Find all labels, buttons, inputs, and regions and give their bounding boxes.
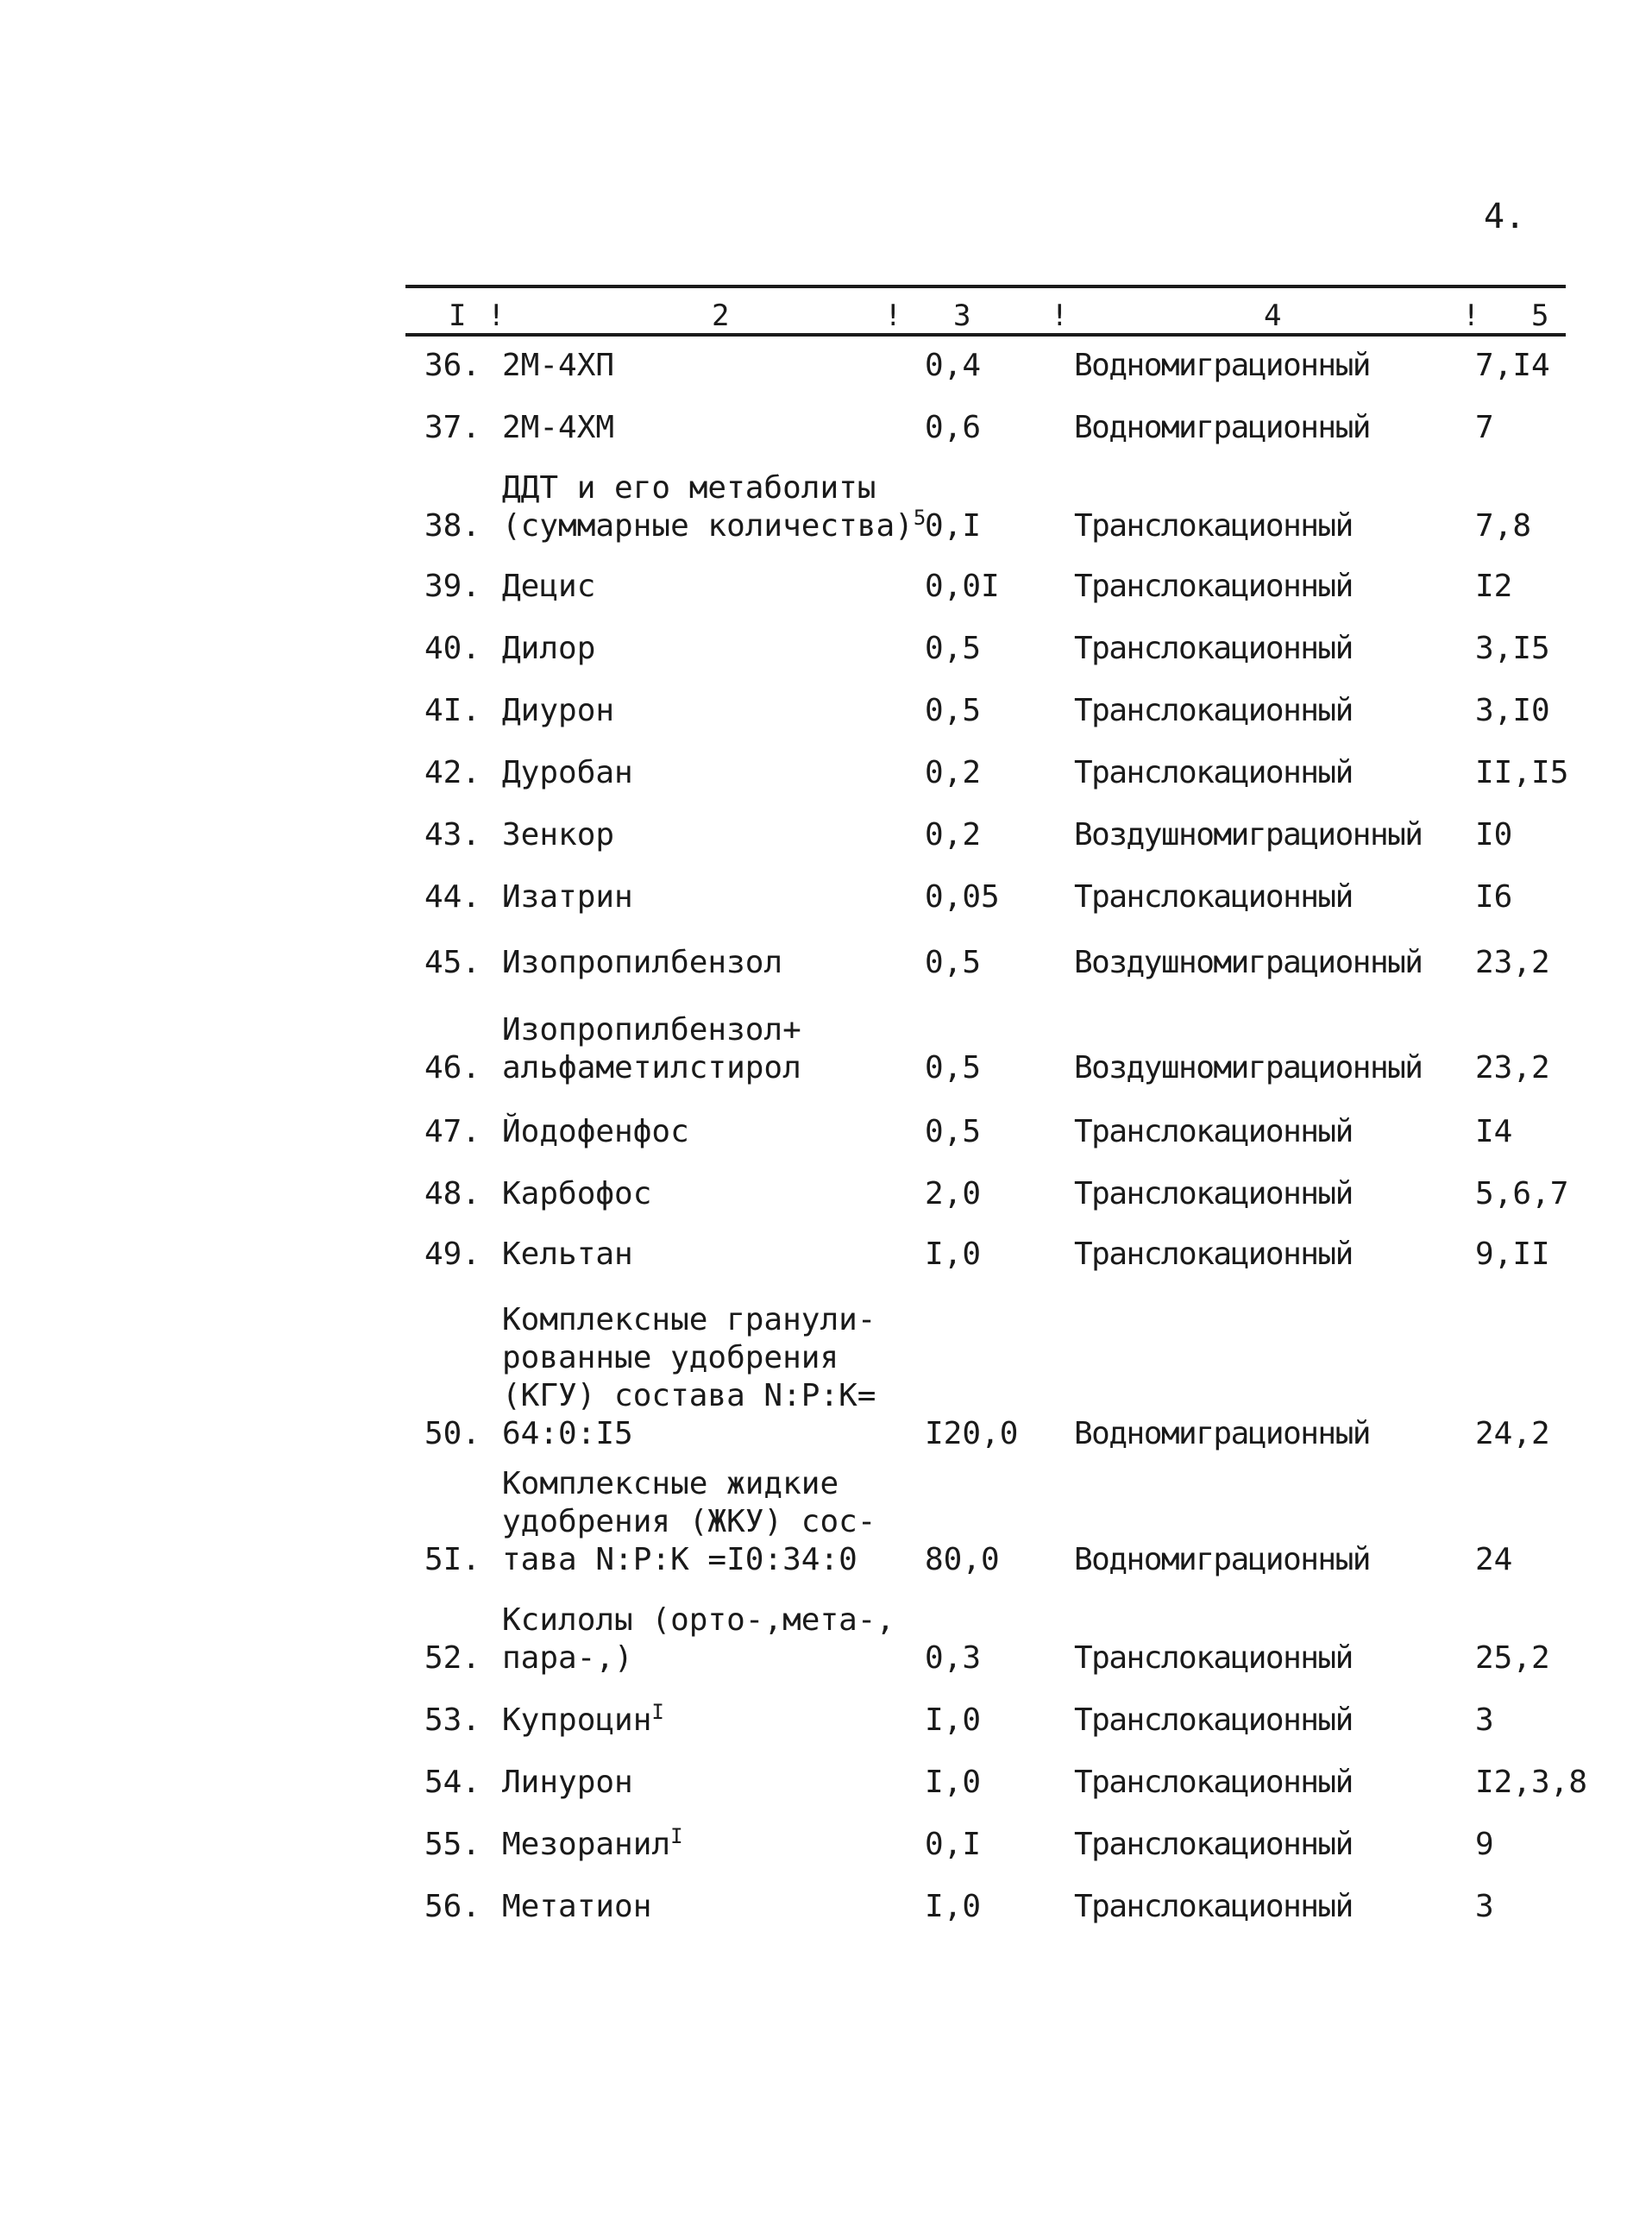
hazard-indicator	[1074, 1888, 1471, 1926]
concentration-value	[925, 507, 1054, 545]
row-number	[424, 692, 502, 730]
reference-numbers	[1475, 754, 1579, 792]
reference-numbers	[1475, 1236, 1579, 1274]
row-number	[424, 409, 502, 447]
reference-numbers	[1475, 630, 1579, 668]
concentration-value-text: 0,4	[925, 348, 982, 383]
row-number	[424, 1764, 502, 1802]
hazard-indicator	[1074, 1236, 1471, 1274]
table-row	[405, 730, 1569, 792]
concentration-value	[925, 878, 1054, 916]
row-number-text: 42.	[424, 755, 481, 790]
hazard-indicator	[1074, 878, 1471, 916]
concentration-value	[925, 1175, 1054, 1213]
concentration-value	[925, 944, 1054, 982]
table-row	[405, 385, 1566, 447]
concentration-value-text: I,0	[925, 1889, 982, 1924]
substance-name-text: Ксилолы (орто-,мета-, пара-,)	[502, 1602, 895, 1676]
concentration-value	[925, 1113, 1054, 1151]
hazard-indicator-text: Транслокационный	[1074, 508, 1353, 544]
hazard-indicator-text: Транслокационный	[1074, 1827, 1353, 1862]
row-number-text: 46.	[424, 1050, 481, 1086]
reference-numbers-text: II,I5	[1475, 755, 1569, 790]
hazard-indicator-text: Транслокационный	[1074, 1889, 1353, 1924]
reference-numbers-text: I4	[1475, 1114, 1513, 1149]
reference-numbers-text: 24	[1475, 1542, 1513, 1577]
row-number-text: 48.	[424, 1176, 481, 1211]
hazard-indicator-text: Водномиграционный	[1074, 348, 1370, 383]
reference-numbers	[1475, 568, 1579, 606]
hazard-indicator-text: Воздушномиграционный	[1074, 945, 1423, 980]
hazard-indicator-text: Транслокационный	[1074, 879, 1353, 915]
substance-name-text: Изопропилбензол+ альфаметилстирол	[502, 1012, 801, 1086]
reference-numbers	[1475, 1113, 1579, 1151]
hazard-indicator-text: Воздушномиграционный	[1074, 1050, 1423, 1086]
substance-name	[502, 1175, 933, 1213]
footnote-mark: I	[670, 1824, 683, 1848]
row-number	[424, 1049, 502, 1087]
hazard-indicator	[1074, 1764, 1471, 1802]
row-number	[424, 816, 502, 854]
substance-name-text: Изопропилбензол	[502, 945, 783, 980]
table-row	[405, 1579, 1566, 1677]
row-number	[424, 507, 502, 545]
concentration-value	[925, 1049, 1054, 1087]
concentration-value	[925, 1639, 1054, 1677]
reference-numbers	[1475, 1702, 1579, 1740]
header-col-1: I	[449, 299, 467, 333]
concentration-value	[925, 1888, 1054, 1926]
hazard-indicator	[1074, 409, 1471, 447]
table-row	[405, 1087, 1566, 1151]
reference-numbers-text: 23,2	[1475, 1050, 1550, 1086]
reference-numbers	[1475, 816, 1579, 854]
row-number-text: 56.	[424, 1889, 481, 1924]
reference-numbers	[1475, 1049, 1579, 1087]
reference-numbers	[1475, 1826, 1579, 1864]
concentration-value-text: 0,5	[925, 631, 982, 666]
row-number-text: 50.	[424, 1416, 481, 1451]
concentration-value	[925, 754, 1054, 792]
concentration-value	[925, 630, 1054, 668]
concentration-value	[925, 1236, 1054, 1274]
reference-numbers	[1475, 1764, 1588, 1802]
substance-name	[502, 469, 933, 545]
concentration-value	[925, 1764, 1054, 1802]
row-number-text: 52.	[424, 1640, 481, 1676]
hazard-indicator	[1074, 1639, 1471, 1677]
concentration-value-text: 2,0	[925, 1176, 982, 1211]
concentration-value-text: 0,0I	[925, 569, 1000, 604]
substance-name-text: Комплексные жидкие удобрения (ЖКУ) сос- тава N:P:K =I0:34:0	[502, 1466, 876, 1577]
substance-name	[502, 1888, 933, 1926]
reference-numbers	[1475, 1415, 1579, 1453]
row-number	[424, 1175, 502, 1213]
reference-numbers	[1475, 878, 1579, 916]
hazard-indicator-text: Транслокационный	[1074, 1114, 1353, 1149]
row-number	[424, 1415, 502, 1453]
header-separator: !	[884, 299, 902, 333]
hazard-indicator	[1074, 816, 1471, 854]
hazard-indicator	[1074, 1702, 1471, 1740]
concentration-value-text: 0,2	[925, 817, 982, 853]
data-table	[405, 285, 1588, 1926]
table-row	[405, 337, 1566, 385]
row-number	[424, 944, 502, 982]
header-col-5: 5	[1531, 299, 1549, 333]
concentration-value-text: I20,0	[925, 1416, 1019, 1451]
hazard-indicator	[1074, 1826, 1471, 1864]
concentration-value-text: 0,3	[925, 1640, 982, 1676]
table-row	[405, 982, 1566, 1087]
substance-name	[502, 1602, 933, 1677]
concentration-value	[925, 409, 1054, 447]
substance-name-text: Комплексные гранули- рованные удобрения (КГУ) состава N:P:K= 64:0:I5	[502, 1302, 876, 1451]
row-number	[424, 878, 502, 916]
table-row	[405, 1864, 1566, 1926]
hazard-indicator	[1074, 1113, 1471, 1151]
reference-numbers-text: 24,2	[1475, 1416, 1550, 1451]
header-col-2: 2	[712, 299, 730, 333]
row-number	[424, 630, 502, 668]
substance-name-text: Дуробан	[502, 755, 633, 790]
substance-name-text: Йодофенфос	[502, 1114, 689, 1149]
substance-name	[502, 1465, 933, 1579]
substance-name-text: Мезоранил	[502, 1827, 671, 1862]
row-number-text: 53.	[424, 1702, 481, 1738]
row-number	[424, 1541, 502, 1579]
row-number-text: 47.	[424, 1114, 481, 1149]
table-row	[405, 606, 1566, 668]
concentration-value	[925, 816, 1054, 854]
table-row	[405, 668, 1566, 730]
table-row	[405, 545, 1566, 606]
hazard-indicator	[1074, 630, 1471, 668]
reference-numbers-text: I0	[1475, 817, 1513, 853]
substance-name	[502, 816, 933, 854]
row-number	[424, 1702, 502, 1740]
row-number-text: 4I.	[424, 693, 481, 728]
substance-name-text: Линурон	[502, 1765, 633, 1800]
header-col-4: 4	[1264, 299, 1282, 333]
concentration-value-text: I,0	[925, 1237, 982, 1272]
substance-name	[502, 944, 933, 982]
reference-numbers-text: I6	[1475, 879, 1513, 915]
substance-name-text: Децис	[502, 569, 596, 604]
table-row	[405, 1274, 1566, 1453]
hazard-indicator	[1074, 944, 1471, 982]
reference-numbers	[1475, 409, 1579, 447]
concentration-value-text: 0,I	[925, 1827, 982, 1862]
table-body	[405, 337, 1588, 1926]
row-number-text: 5I.	[424, 1542, 481, 1577]
hazard-indicator	[1074, 1415, 1471, 1453]
substance-name	[502, 1011, 933, 1087]
substance-name	[502, 1702, 933, 1740]
row-number-text: 44.	[424, 879, 481, 915]
concentration-value	[925, 1415, 1054, 1453]
concentration-value-text: I,0	[925, 1702, 982, 1738]
row-number-text: 37.	[424, 410, 481, 445]
concentration-value-text: 0,I	[925, 508, 982, 544]
hazard-indicator-text: Транслокационный	[1074, 755, 1353, 790]
concentration-value-text: 80,0	[925, 1542, 1000, 1577]
footnote-mark: I	[651, 1700, 664, 1724]
hazard-indicator-text: Транслокационный	[1074, 631, 1353, 666]
hazard-indicator-text: Водномиграционный	[1074, 1416, 1370, 1451]
concentration-value-text: 0,5	[925, 945, 982, 980]
hazard-indicator-text: Транслокационный	[1074, 1640, 1353, 1676]
hazard-indicator-text: Транслокационный	[1074, 1176, 1353, 1211]
hazard-indicator-text: Воздушномиграционный	[1074, 817, 1423, 853]
hazard-indicator	[1074, 507, 1471, 545]
hazard-indicator	[1074, 1541, 1471, 1579]
substance-name-text: Карбофос	[502, 1176, 652, 1211]
row-number	[424, 568, 502, 606]
row-number-text: 55.	[424, 1827, 481, 1862]
table-row	[405, 854, 1566, 916]
substance-name-text: Кельтан	[502, 1237, 633, 1272]
reference-numbers-text: 23,2	[1475, 945, 1550, 980]
reference-numbers-text: 5,6,7	[1475, 1176, 1569, 1211]
substance-name-text: Дилор	[502, 631, 596, 666]
concentration-value	[925, 1826, 1054, 1864]
row-number	[424, 1826, 502, 1864]
row-number-text: 39.	[424, 569, 481, 604]
row-number	[424, 347, 502, 385]
substance-name	[502, 1764, 933, 1802]
hazard-indicator	[1074, 692, 1471, 730]
substance-name	[502, 1236, 933, 1274]
table-row	[405, 1151, 1569, 1213]
table-row	[405, 1677, 1566, 1740]
substance-name	[502, 409, 933, 447]
reference-numbers-text: 3	[1475, 1702, 1494, 1738]
hazard-indicator	[1074, 1175, 1471, 1213]
header-separator: !	[1462, 299, 1480, 333]
table-row	[405, 447, 1566, 545]
concentration-value-text: 0,5	[925, 693, 982, 728]
row-number-text: 49.	[424, 1237, 481, 1272]
reference-numbers-text: 9	[1475, 1827, 1494, 1862]
row-number	[424, 1113, 502, 1151]
hazard-indicator-text: Транслокационный	[1074, 569, 1353, 604]
row-number-text: 43.	[424, 817, 481, 853]
substance-name	[502, 1826, 933, 1864]
concentration-value-text: 0,5	[925, 1050, 982, 1086]
substance-name	[502, 347, 933, 385]
concentration-value	[925, 347, 1054, 385]
hazard-indicator	[1074, 347, 1471, 385]
row-number-text: 36.	[424, 348, 481, 383]
hazard-indicator	[1074, 1049, 1471, 1087]
concentration-value	[925, 692, 1054, 730]
substance-name-text: Зенкор	[502, 817, 615, 853]
reference-numbers-text: 25,2	[1475, 1640, 1550, 1676]
substance-name	[502, 692, 933, 730]
reference-numbers-text: 7	[1475, 410, 1494, 445]
row-number	[424, 1639, 502, 1677]
row-number	[424, 1236, 502, 1274]
row-number-text: 38.	[424, 508, 481, 544]
hazard-indicator-text: Транслокационный	[1074, 1765, 1353, 1800]
reference-numbers-text: I2	[1475, 569, 1513, 604]
reference-numbers	[1475, 944, 1579, 982]
header-separator: !	[1051, 299, 1069, 333]
reference-numbers-text: I2,3,8	[1475, 1765, 1588, 1800]
reference-numbers	[1475, 1888, 1579, 1926]
hazard-indicator	[1074, 754, 1471, 792]
reference-numbers	[1475, 507, 1579, 545]
header-separator: !	[487, 299, 506, 333]
hazard-indicator-text: Транслокационный	[1074, 1702, 1353, 1738]
concentration-value	[925, 1541, 1054, 1579]
table-row	[405, 1213, 1566, 1274]
reference-numbers-text: 3,I0	[1475, 693, 1550, 728]
hazard-indicator-text: Водномиграционный	[1074, 1542, 1370, 1577]
table-header	[405, 288, 1566, 337]
reference-numbers	[1475, 347, 1579, 385]
hazard-indicator-text: Транслокационный	[1074, 693, 1353, 728]
reference-numbers-text: 3,I5	[1475, 631, 1550, 666]
hazard-indicator-text: Водномиграционный	[1074, 410, 1370, 445]
substance-name-text: 2М-4ХМ	[502, 410, 615, 445]
reference-numbers-text: 7,I4	[1475, 348, 1550, 383]
row-number	[424, 754, 502, 792]
concentration-value	[925, 1702, 1054, 1740]
reference-numbers-text: 7,8	[1475, 508, 1532, 544]
table-row	[405, 1740, 1588, 1802]
reference-numbers	[1475, 1175, 1579, 1213]
reference-numbers-text: 9,II	[1475, 1237, 1550, 1272]
concentration-value-text: 0,05	[925, 879, 1000, 915]
substance-name-text: 2М-4ХП	[502, 348, 615, 383]
substance-name-text: Диурон	[502, 693, 615, 728]
substance-name	[502, 754, 933, 792]
concentration-value-text: I,0	[925, 1765, 982, 1800]
row-number	[424, 1888, 502, 1926]
footnote-mark: 5	[913, 506, 927, 530]
substance-name	[502, 630, 933, 668]
header-col-3: 3	[953, 299, 971, 333]
substance-name	[502, 878, 933, 916]
hazard-indicator	[1074, 568, 1471, 606]
reference-numbers	[1475, 1541, 1579, 1579]
reference-numbers-text: 3	[1475, 1889, 1494, 1924]
hazard-indicator-text: Транслокационный	[1074, 1237, 1353, 1272]
row-number-text: 45.	[424, 945, 481, 980]
table-row	[405, 916, 1566, 982]
concentration-value-text: 0,5	[925, 1114, 982, 1149]
row-number-text: 40.	[424, 631, 481, 666]
table-row	[405, 1453, 1566, 1579]
row-number-text: 54.	[424, 1765, 481, 1800]
substance-name-text: Изатрин	[502, 879, 633, 915]
page-number: 4.	[1484, 197, 1526, 236]
substance-name-text: ДДТ и его метаболиты (суммарные количества)	[502, 470, 914, 544]
substance-name-text: Купроцин	[502, 1702, 652, 1738]
reference-numbers	[1475, 692, 1579, 730]
substance-name	[502, 1301, 933, 1453]
table-row	[405, 792, 1566, 854]
substance-name	[502, 1113, 933, 1151]
substance-name-text: Метатион	[502, 1889, 652, 1924]
concentration-value	[925, 568, 1054, 606]
concentration-value-text: 0,6	[925, 410, 982, 445]
substance-name	[502, 568, 933, 606]
concentration-value-text: 0,2	[925, 755, 982, 790]
reference-numbers	[1475, 1639, 1579, 1677]
table-row	[405, 1802, 1566, 1864]
